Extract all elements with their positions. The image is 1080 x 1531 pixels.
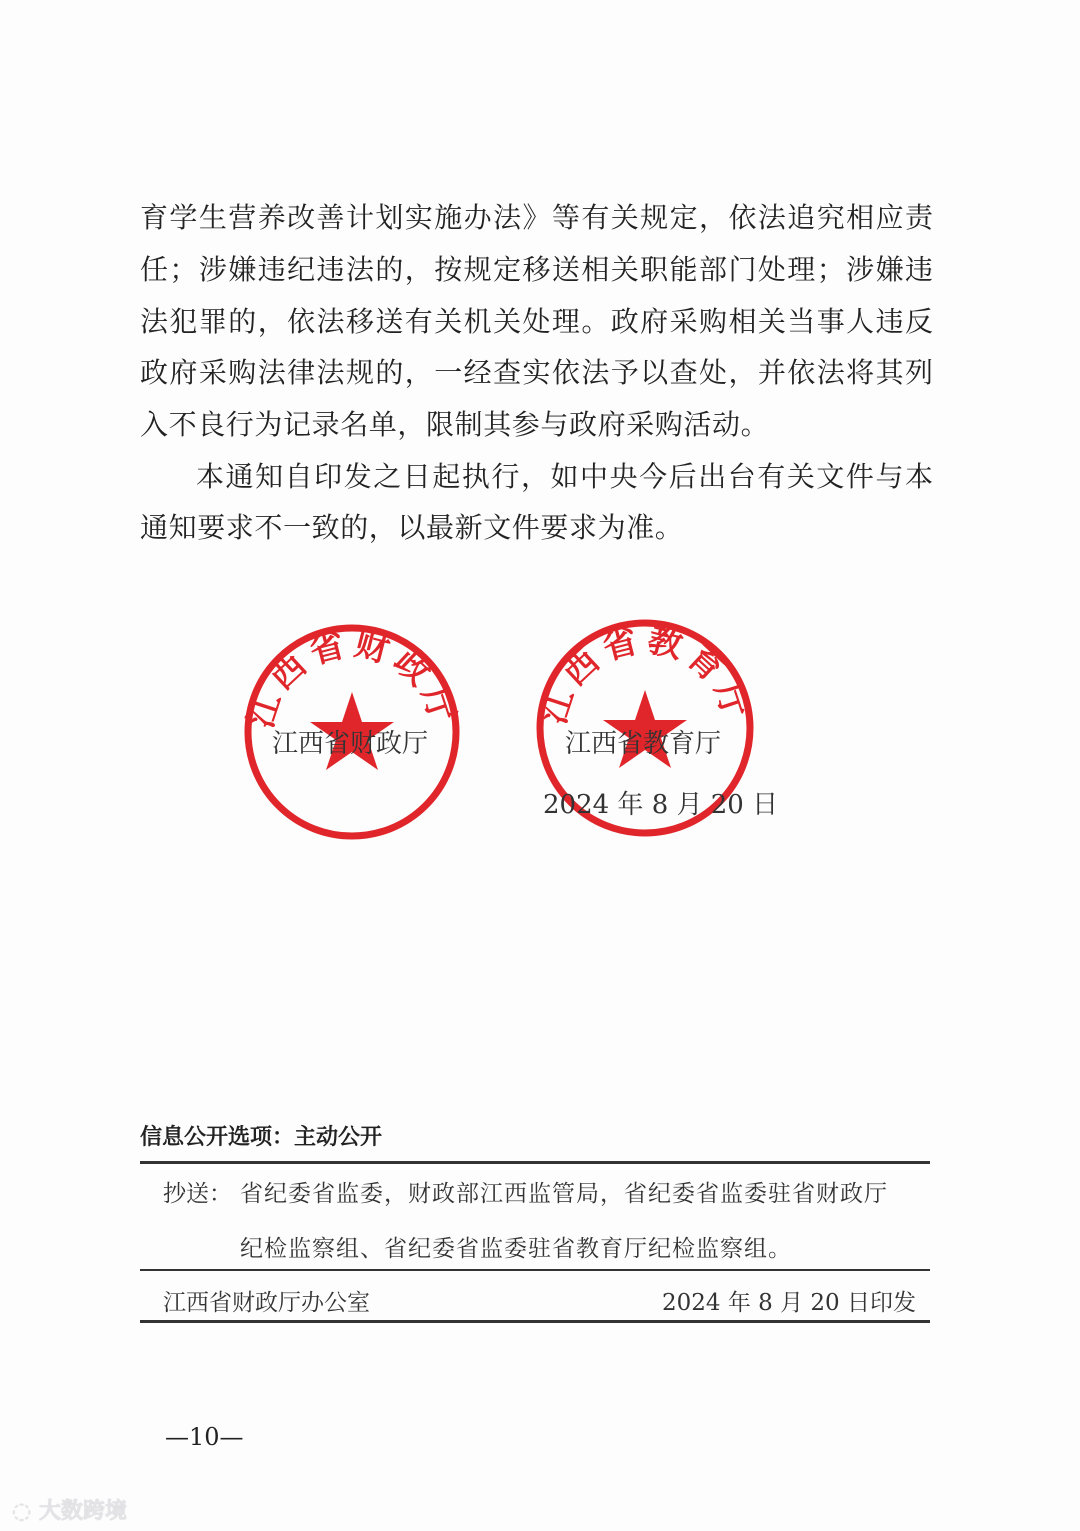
signature-date: 2024 年 8 月 20 日 [543,790,779,820]
issuer: 江西省财政厅办公室 [163,1290,370,1316]
cc-label: 抄送： [163,1181,232,1207]
body-line: 本通知自印发之日起执行，如中央今后出台有关文件与本 [196,460,933,493]
body-line: 育学生营养改善计划实施办法》等有关规定，依法追究相应责 [140,201,933,234]
divider [140,1161,930,1164]
cc-line: 省纪委省监委，财政部江西监管局，省纪委省监委驻省财政厅 [240,1181,888,1207]
signatory-education: 江西省教育厅 [565,729,722,759]
disclosure-option: 信息公开选项：主动公开 [140,1125,383,1150]
body-line: 法犯罪的，依法移送有关机关处理。政府采购相关当事人违反 [140,305,933,338]
svg-text:江西省财政厅: 江西省财政厅 [240,623,465,733]
body-line: 任；涉嫌违纪违法的，按规定移送相关职能部门处理；涉嫌违 [140,253,933,286]
page-number: —10— [165,1423,244,1451]
svg-text:江西省教育厅: 江西省教育厅 [533,619,758,729]
cc-line: 纪检监察组、省纪委省监委驻省教育厅纪检监察组。 [240,1236,792,1262]
watermark-text: 大数跨境 [38,1499,127,1524]
divider [140,1320,930,1323]
divider [140,1269,930,1271]
body-line: 入不良行为记录名单，限制其参与政府采购活动。 [140,408,770,441]
signatory-finance: 江西省财政厅 [272,729,429,759]
body-line: 政府采购法律法规的，一经查实依法予以查处，并依法将其列 [140,356,933,389]
watermark: ◌ 大数跨境 [12,1499,127,1524]
issue-date: 2024 年 8 月 20 日印发 [662,1290,916,1316]
body-line: 通知要求不一致的，以最新文件要求为准。 [140,511,684,544]
